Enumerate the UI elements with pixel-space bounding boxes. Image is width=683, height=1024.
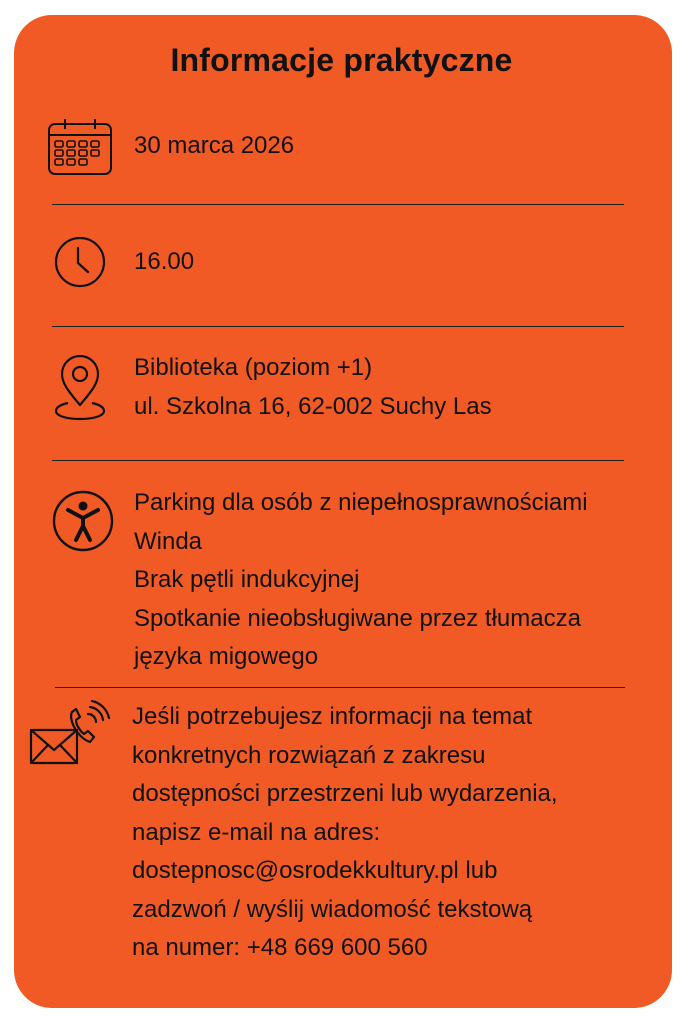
accessibility-line: Brak pętli indukcyjnej [134,566,360,593]
divider [55,687,625,688]
calendar-icon [47,118,113,176]
divider [52,204,624,205]
accessibility-line: Parking dla osób z niepełnosprawnościami [134,489,588,516]
event-location [134,349,492,426]
page-title: Informacje praktyczne [170,42,513,78]
clock-icon [54,236,106,288]
location-line: ul. Szkolna 16, 62-002 Suchy Las [134,392,492,420]
contact-info [132,698,558,968]
accessibility-line: języka migowego [134,643,319,670]
divider [52,460,624,461]
location-line: Biblioteka (poziom +1) [134,354,373,381]
event-date-text: 30 marca 2026 [134,132,295,159]
accessibility-line: Winda [134,527,203,555]
accessibility-info [134,484,588,677]
event-time-text: 16.00 [134,248,195,275]
contact-line: napisz e-mail na adres: [132,818,381,846]
contact-line: dostępności przestrzeni lub wydarzenia, [132,780,558,807]
envelope-phone-icon [28,700,112,768]
contact-email[interactable]: dostepnosc@osrodekkultury.pl lub [132,857,498,884]
event-time [134,243,194,282]
location-pin-icon [54,355,106,421]
event-date [134,127,294,166]
divider [52,326,624,327]
accessibility-line: Spotkanie nieobsługiwane przez tłumacza [134,604,581,632]
contact-line: konkretnych rozwiązań z zakresu [132,741,486,769]
accessibility-icon [52,490,114,552]
contact-line: zadzwoń / wyślij wiadomość tekstową [132,895,533,923]
contact-phone[interactable]: na numer: +48 669 600 560 [132,934,428,961]
contact-line: Jeśli potrzebujesz informacji na temat [132,703,533,730]
